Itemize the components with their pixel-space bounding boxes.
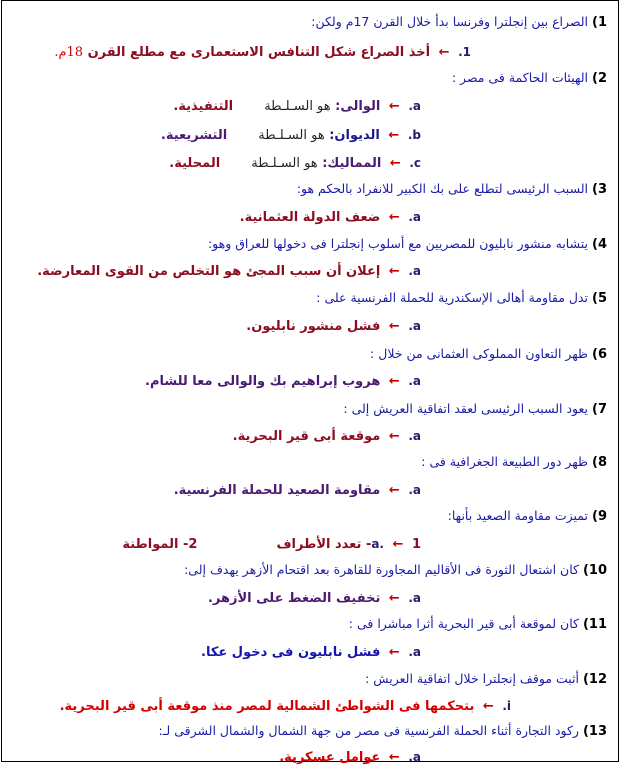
answer-marker: a. [408,483,421,497]
arrow-icon: ← [388,374,400,389]
answer-12 [60,696,511,717]
answer-text: فشل نابليون فى دخول عكا. [201,645,381,660]
arrow-icon: ← [388,645,400,660]
answer-4 [37,261,421,282]
answer-marker: a. [408,99,421,113]
answer-marker: a. [408,319,421,333]
question-number: 8) [592,455,607,470]
answer-marker: a. [408,429,421,443]
question-number: 5) [592,291,607,306]
answer-11 [201,642,421,663]
answer-marker: 1. [458,45,471,59]
question-number: 4) [592,237,607,252]
answer-lead: الوالى: [335,99,381,114]
answer-mid: هو السـلـطة [264,99,331,114]
question-text: كان لموقعة أبى قير البحرية أثرا مباشرا فى : [348,616,579,631]
question-text: ركود التجارة أثناء الحملة الفرنسية فى مصر من جهة الشمال والشمال الشرقى لـ: [158,723,579,738]
question-number: 6) [592,347,607,362]
arrow-icon: ← [482,699,494,714]
question-number: 7) [592,402,607,417]
answer-tail: التنفيذية. [173,99,234,114]
question-text: تميزت مقاومة الصعيد بأنها: [447,508,589,523]
question-1 [311,13,607,32]
question-text: السبب الرئيسى لتطلع على بك الكبير للانفراد بالحكم هو: [296,181,589,196]
question-text: يعود السبب الرئيسى لعقد اتفاقية العريش إلى : [343,401,589,416]
answer-marker: c. [409,156,421,170]
question-number: 9) [592,509,607,524]
answer-tail: التشريعية. [160,128,228,143]
arrow-icon: ← [392,537,404,552]
answer-8 [174,480,421,501]
question-text: كان اشتعال الثورة فى الأقاليم المجاورة للقاهرة بعد اقتحام الأزهر يهدف إلى: [184,562,579,577]
answer-text: ضعف الدولة العثمانية. [239,210,381,225]
answer-text: إعلان أن سبب المجئ هو التخلص من القوى المعارضة. [37,264,381,279]
question-10 [184,561,607,580]
answer-text: أخذ الصراع شكل التنافس الاستعمارى مع مطلع القرن [87,45,431,60]
question-6 [370,345,607,364]
arrow-icon: ← [388,483,400,498]
question-text: الصراع بين إنجلترا وفرنسا بدأ خلال القرن 17م ولكن: [311,14,589,29]
question-text: ظهر دور الطبيعة الجغرافية فى : [421,454,589,469]
question-number: 12) [582,672,607,687]
answer-marker: a. [408,264,421,278]
answer-marker: a. [408,374,421,388]
answer-text: تخفيف الضغط على الأزهر. [207,591,381,606]
question-number: 11) [582,617,607,632]
question-number: 10) [582,563,607,578]
answer-3 [240,207,421,228]
question-12 [365,670,607,689]
answer-2c [169,153,421,174]
answer-text: فشل منشور نابليون. [246,319,381,334]
arrow-icon: ← [388,750,400,765]
question-text: تدل مقاومة أهالى الإسكندرية للحملة الفرنسية على : [316,290,589,305]
answer-second: 2- المواطنة [122,537,198,552]
question-5 [316,289,607,308]
answer-marker: a. [408,750,421,764]
answer-6 [145,371,421,392]
question-4 [208,235,607,254]
answer-mid: هو السـلـطة [251,156,318,171]
question-number: 3) [592,182,607,197]
answer-marker: b. [407,128,421,142]
answer-text: مقاومة الصعيد للحملة الفرنسية. [173,483,381,498]
answer-tail: المحلية. [169,156,221,171]
answer-10 [208,588,421,609]
arrow-icon: ← [438,45,450,60]
answer-mid: هو السـلـطة [258,128,325,143]
answer-2a [173,96,421,117]
answer-marker: i. [502,699,511,713]
answer-text: عوامل عسكرية. [279,750,381,765]
arrow-icon: ← [389,156,401,171]
question-11 [349,615,607,634]
answer-lead: الديوان: [329,128,380,143]
answer-7 [233,426,421,447]
answer-marker: a. [408,645,421,659]
answer-2b [161,125,421,146]
arrow-icon: ← [388,429,400,444]
arrow-icon: ← [388,128,400,143]
answer-text: بتحكمها فى الشواطئ الشمالية لمصر منذ موقعة أبى قير البحرية. [59,699,475,714]
arrow-icon: ← [388,591,400,606]
question-text: أثبت موقف إنجلترا خلال اتفاقية العريش : [365,671,579,686]
answer-marker: a. [371,537,384,551]
answer-text: موقعة أبى قير البحرية. [232,429,381,444]
question-number: 2) [592,71,607,86]
arrow-icon: ← [388,264,400,279]
question-number: 13) [582,724,607,739]
answer-text: هروب إبراهيم بك والوالى معا للشام. [145,374,381,389]
answer-9 [122,534,421,555]
question-text: الهيئات الحاكمة فى مصر : [451,70,589,85]
question-7 [343,400,607,419]
arrow-icon: ← [388,210,400,225]
answer-first: 1- تعدد الأطراف [276,537,421,552]
answer-marker: a. [408,210,421,224]
answer-lead: المماليك: [322,156,382,171]
arrow-icon: ← [388,319,400,334]
question-text: ظهر التعاون المملوكى العثمانى من خلال : [370,346,589,361]
question-9 [448,507,607,526]
answer-13 [279,747,421,768]
answer-marker: a. [408,591,421,605]
question-text: يتشابه منشور نابليون للمصريين مع أسلوب إنجلترا فى دخولها للعراق وهو: [207,236,589,251]
question-13 [159,722,607,741]
question-2 [452,69,607,88]
answer-number: 18م. [54,45,84,60]
answer-5 [246,316,421,337]
question-3 [297,180,607,199]
question-number: 1) [592,15,607,30]
arrow-icon: ← [388,99,400,114]
answer-1 [54,42,471,63]
question-8 [421,453,607,472]
